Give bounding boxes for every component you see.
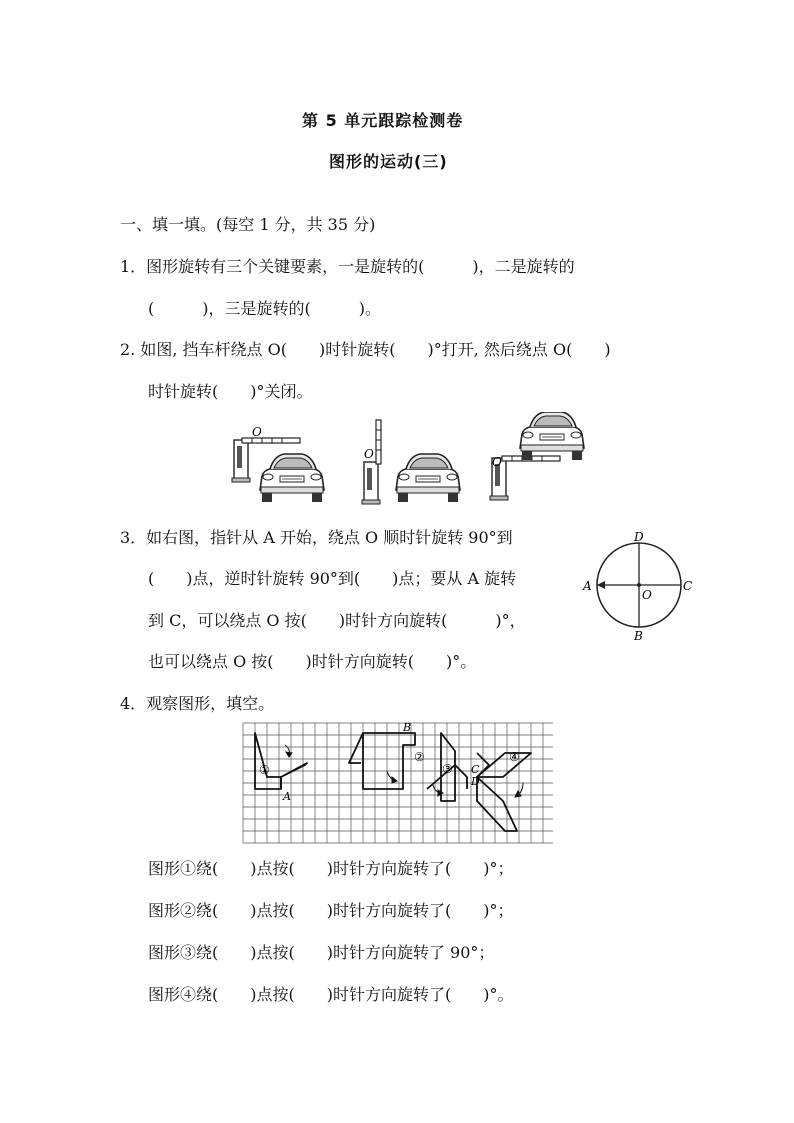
point-b: B bbox=[403, 721, 412, 734]
svg-text:O: O bbox=[492, 455, 502, 469]
q3-line4: 也可以绕点 O 按( )时针方向旋转( )°。 bbox=[148, 652, 477, 671]
point-a: A bbox=[283, 790, 291, 803]
q3-line1: 3．如右图，指针从 A 开始，绕点 O 顺时针旋转 90°到 bbox=[120, 528, 513, 547]
q1-line2: ( )，三是旋转的( )。 bbox=[148, 299, 381, 318]
page-title: 第 5 单元跟踪检测卷 bbox=[302, 111, 464, 130]
label-b: B bbox=[634, 629, 643, 643]
q4-answer-4: 图形④绕( )点按( )时针方向旋转了( )°。 bbox=[148, 985, 514, 1004]
label-a: A bbox=[583, 579, 592, 593]
svg-text:O: O bbox=[364, 447, 374, 461]
label-d: D bbox=[634, 530, 644, 544]
q3-line3: 到 C，可以绕点 O 按( )时针方向旋转( )°， bbox=[148, 611, 526, 630]
q2-line2: 时针旋转( )°关闭。 bbox=[148, 382, 313, 401]
q3-line2: ( )点，逆时针旋转 90°到( )点；要从 A 旋转 bbox=[148, 569, 517, 588]
svg-text:O: O bbox=[252, 425, 262, 439]
rotation-circle bbox=[580, 528, 710, 648]
label-o: O bbox=[642, 588, 652, 602]
barrier-figure bbox=[228, 412, 588, 508]
shape-1-label: ① bbox=[259, 763, 270, 777]
q4-line1: 4．观察图形，填空。 bbox=[120, 694, 275, 713]
q4-answer-1: 图形①绕( )点按( )时针方向旋转了( )°； bbox=[148, 859, 514, 878]
q4-answer-3: 图形③绕( )点按( )时针方向旋转了 90°； bbox=[148, 943, 495, 962]
shape-3-label: ③ bbox=[442, 762, 453, 776]
q1-line1: 1．图形旋转有三个关键要素，一是旋转的( )，二是旋转的 bbox=[120, 257, 575, 276]
point-c: C bbox=[471, 763, 480, 776]
page-subtitle: 图形的运动(三) bbox=[329, 152, 448, 171]
label-c: C bbox=[683, 579, 693, 593]
section-heading: 一、填一填。(每空 1 分，共 35 分) bbox=[120, 215, 376, 234]
shape-2-label: ② bbox=[414, 750, 425, 764]
shape-4-label: ④ bbox=[509, 750, 520, 764]
q4-answer-2: 图形②绕( )点按( )时针方向旋转了( )°； bbox=[148, 901, 514, 920]
point-d: D bbox=[471, 775, 480, 788]
q2-line1: 2. 如图, 挡车杆绕点 O( )时针旋转( )°打开, 然后绕点 O( ) bbox=[120, 340, 611, 359]
rotation-grid bbox=[241, 721, 553, 845]
